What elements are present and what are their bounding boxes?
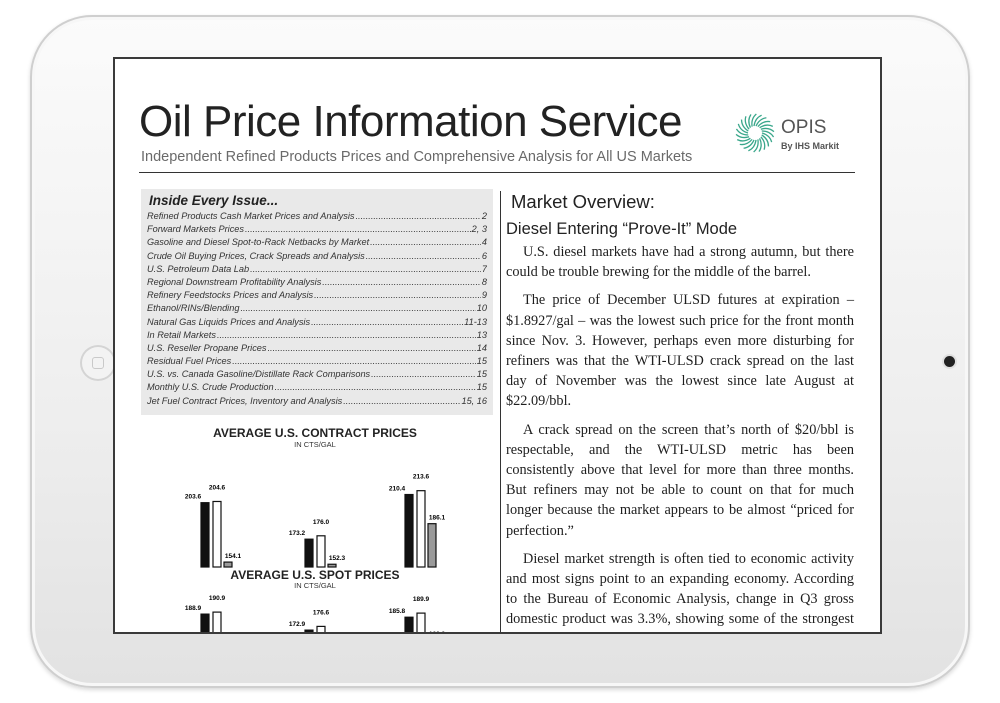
contents-item[interactable]	[147, 289, 487, 302]
contents-item-page: 15, 16	[461, 395, 487, 406]
contents-item-label: In Retail Markets	[147, 329, 216, 340]
article-body	[506, 242, 854, 634]
contract-chart-unit: IN CTS/GAL	[294, 440, 336, 449]
chart-bar	[417, 491, 425, 567]
contract-prices-chart	[135, 451, 495, 569]
chart-data-label: 185.8	[388, 608, 406, 616]
contents-item-label: Refined Products Cash Market Prices and Analysis	[147, 211, 355, 221]
leader-dots	[343, 395, 460, 408]
contents-item-label: Monthly U.S. Crude Production	[147, 382, 274, 393]
contents-item-page: 15	[476, 382, 487, 393]
chart-data-label: 186.1	[428, 514, 446, 522]
contents-item[interactable]	[147, 210, 487, 223]
contents-item[interactable]	[147, 236, 487, 249]
chart-data-label: 204.6	[208, 484, 226, 492]
home-button[interactable]	[80, 345, 116, 381]
leader-dots	[311, 316, 463, 329]
chart-bar	[201, 614, 209, 634]
contents-item-label: Refinery Feedstocks Prices and Analysis	[147, 290, 314, 301]
logo-tagline: By IHS Markit	[781, 141, 840, 151]
leader-dots	[371, 368, 476, 381]
chart-data-label: 176.6	[312, 609, 330, 617]
column-divider	[500, 191, 501, 634]
contents-item[interactable]	[147, 368, 487, 381]
chart-bar	[201, 503, 209, 567]
contents-item[interactable]	[147, 395, 487, 408]
contract-chart-title: AVERAGE U.S. CONTRACT PRICES	[213, 426, 417, 440]
chart-data-label: 154.1	[224, 553, 242, 561]
spot-chart-unit: IN CTS/GAL	[294, 581, 336, 590]
chart-data-label: 162.9	[428, 631, 446, 639]
chart-bar	[328, 564, 336, 567]
contents-item[interactable]	[147, 316, 487, 329]
chart-data-label: 210.4	[388, 485, 406, 493]
contents-item-label: Gasoline and Diesel Spot-to-Rack Netbacks by Market	[147, 237, 370, 248]
contents-item-label: Natural Gas Liquids Prices and Analysis	[147, 316, 311, 327]
logo-stroke	[760, 125, 773, 128]
leader-dots	[356, 210, 481, 223]
contents-item[interactable]	[147, 302, 487, 315]
chart-data-label: 188.9	[184, 605, 202, 613]
logo-stroke	[759, 138, 761, 151]
contents-item-page: 2, 3	[471, 224, 487, 235]
publication-title: Oil Price Information Service	[139, 97, 683, 146]
leader-dots	[314, 289, 481, 302]
chart-bar	[428, 524, 436, 567]
contents-item-page: 15	[476, 369, 487, 380]
contents-item-label: Crude Oil Buying Prices, Crack Spreads and Analysis	[147, 250, 365, 261]
leader-dots	[250, 263, 481, 276]
article-paragraph: The price of December ULSD futures at expiration – $1.8927/gal – was the lowest such price for the front month since Nov. 3. However, perhaps even more disturbing for refiners was that the WTI-ULSD crack spread on the last day of November was the lowest since late August at $22.09/bbl.	[506, 292, 854, 410]
article-subheading: Diesel Entering “Prove-It” Mode	[506, 220, 738, 238]
header-rule	[139, 172, 855, 173]
spot-prices-chart: 188.9190.9154.7172.9176.6147.3185.8189.9162.9	[184, 595, 446, 654]
contents-item-label: Jet Fuel Contract Prices, Inventory and Analysis	[147, 395, 343, 406]
contents-item[interactable]	[147, 223, 487, 236]
leader-dots	[240, 302, 475, 315]
inside-issue-box	[141, 189, 493, 415]
logo-name: OPIS	[781, 117, 827, 138]
contents-item-page: 14	[476, 342, 487, 353]
contents-list	[147, 210, 487, 408]
chart-bar	[305, 630, 313, 634]
chart-bar	[213, 612, 221, 634]
contents-item-page: 11-13	[464, 316, 487, 327]
chart-data-label: 203.6	[184, 493, 202, 501]
contents-item[interactable]	[147, 329, 487, 342]
contents-item[interactable]	[147, 276, 487, 289]
opis-fan-logo-icon	[735, 113, 775, 153]
document-page	[113, 57, 882, 654]
chart-data-label: 152.3	[328, 555, 346, 563]
article-paragraph: Diesel market strength is often tied to economic activity and most signs point to an expanding economy. According to the Bureau of Economic Analysis, change in Q3 gross domestic product was 3.3%, showing some of the strongest	[506, 550, 854, 628]
contents-item-label: U.S. Reseller Propane Prices	[147, 342, 267, 353]
chart-bar	[317, 626, 325, 634]
contents-item-page: 13	[476, 329, 487, 340]
logo-stroke	[749, 114, 751, 127]
leader-dots	[275, 381, 476, 394]
contents-item[interactable]	[147, 342, 487, 355]
chart-data-label: 176.0	[312, 518, 330, 526]
contents-item-label: U.S. vs. Canada Gasoline/Distillate Rack Comparisons	[147, 369, 371, 380]
leader-dots	[217, 329, 476, 342]
leader-dots	[232, 355, 476, 368]
contents-item-page: 10	[476, 303, 487, 314]
contents-item[interactable]	[147, 381, 487, 394]
camera-icon	[944, 356, 955, 367]
chart-bar	[224, 562, 232, 567]
leader-dots	[322, 276, 481, 289]
chart-bar	[213, 501, 221, 567]
chart-bar	[417, 613, 425, 634]
chart-bar	[305, 539, 313, 567]
contents-item-page: 2	[481, 211, 487, 221]
spot-chart-title: AVERAGE U.S. SPOT PRICES	[230, 568, 400, 582]
publication-subtitle: Independent Refined Products Prices and Comprehensive Analysis for All US Markets	[141, 149, 693, 165]
contents-item-page: 7	[481, 263, 487, 274]
chart-bar	[405, 617, 413, 634]
chart-data-label: 173.2	[288, 530, 306, 538]
contents-item-label: U.S. Petroleum Data Lab	[147, 263, 250, 274]
contents-item-page: 15	[476, 356, 487, 367]
contents-item-page: 8	[481, 276, 487, 287]
contents-item-page: 6	[481, 250, 487, 261]
inside-issue-heading: Inside Every Issue...	[149, 193, 279, 208]
leader-dots	[268, 342, 476, 355]
article-heading: Market Overview:	[511, 191, 655, 212]
contents-item-label: Residual Fuel Prices	[147, 356, 232, 367]
chart-data-label: 190.9	[208, 595, 226, 603]
leader-dots	[366, 250, 481, 263]
contents-item[interactable]	[147, 250, 487, 263]
leader-dots	[370, 236, 481, 249]
contents-item[interactable]	[147, 263, 487, 276]
chart-bar	[317, 536, 325, 567]
article-paragraph: A crack spread on the screen that’s north of $20/bbl is respectable, and the WTI-ULSD metric has been consistently above that level for more than three months. But refiners may not be able to count on that for much longer because the market appears to be almost “priced for perfection.”	[506, 421, 854, 539]
article-paragraph: U.S. diesel markets have had a strong autumn, but there could be trouble brewing for the middle of the barrel.	[506, 244, 854, 281]
tablet-frame	[30, 15, 970, 688]
contents-item-page: 9	[481, 290, 487, 301]
leader-dots	[245, 223, 471, 236]
chart-bar	[405, 495, 413, 567]
chart-data-label: 213.6	[412, 473, 430, 481]
contents-item-label: Regional Downstream Profitability Analysis	[147, 276, 322, 287]
logo-stroke	[737, 138, 750, 141]
contents-item-label: Forward Markets Prices	[147, 224, 244, 235]
chart-data-label: 189.9	[412, 596, 430, 604]
contents-item-label: Ethanol/RINs/Blending	[147, 303, 240, 314]
chart-data-label: 172.9	[288, 621, 306, 629]
contents-item[interactable]	[147, 355, 487, 368]
contents-item-page: 4	[481, 237, 487, 248]
